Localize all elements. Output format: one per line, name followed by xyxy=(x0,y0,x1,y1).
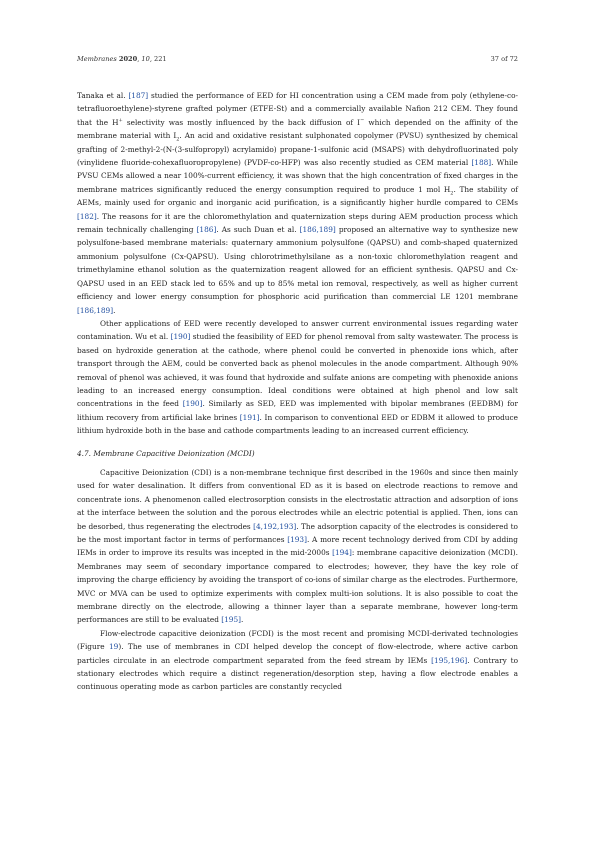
journal-citation: Membranes 2020, 10, 221 xyxy=(77,55,167,63)
section-heading: 4.7. Membrane Capacitive Deionization (MCDI) xyxy=(77,448,255,458)
page-number: 37 of 72 xyxy=(490,55,518,63)
running-header xyxy=(77,55,518,63)
paragraph: Tanaka et al. [187] studied the performance of EED for HI concentration using a CEM made from poly (ethylene-co-tetrafluoroethylene)-styrene grafted polymer (ETFE-St) and a commercially available Nafion 212 CEM. They found that the H+ selectivity was mostly influenced by the back diffusion of I− which depended on the affinity of the membrane material with $I_2$. An acid and oxidative resistant sulphonated copolymer (PVSU) synthesized by chemical grafting of 2-methyl-2-(N-(3-sulfopropyl) acrylamido) propane-1-sulfonic acid (MSAPS) with dehydrofluorinated poly (vinylidene fluoride-cohexafluoropropylene) (PVDF-co-HFP) was also recently studied as CEM material [188]. While PVSU CEMs allowed a near 100%-current efficiency, it was shown that the high concentration of fixed charges in the membrane matrices significantly reduced the energy consumption required to produce 1 mol $H_2$. The stability of AEMs, mainly used for organic and inorganic acid purification, is a significantly higher hurdle compared to CEMs [182]. The reasons for it are the chloromethylation and quaternization steps during AEM production process which remain technically challenging [186]. As such Duan et al. [186,189] proposed an alternative way to synthesize new polysulfone-based membrane materials: quaternary ammonium polysulfone (QAPSU) and comb-shaped quaternized ammonium polysulfone (Cx-QAPSU). Using chlorotrimethylsilane as a non-toxic chloromethylation reagent and trimethylamine ethanol solution as the quaternization reagent allowed for an efficient synthesis. QAPSU and Cx-QAPSU used in an EED stack led to 65% and up to 85% metal ion removal, respectively, as well as higher current efficiency and lower energy consumption for phosphoric acid purification than commercial LE 1201 membrane [186,189]. xyxy=(77,91,518,315)
paragraph: Capacitive Deionization (CDI) is a non-membrane technique first described in the 1960s and since then mainly used for water desalination. It differs from conventional ED as it is based on electrode reactions to remove and concentrate ions. A phenomenon called electrosorption consists in the electrostatic attraction and adsorption of ions at the interface between the solution and the porous electrodes while an electric potential is applied. Then, ions can be desorbed, thus regenerating the electrodes [4,192,193]. The adsorption capacity of the electrodes is considered to be the most important factor in terms of performances [193]. A more recent technology derived from CDI by adding IEMs in order to improve its results was incepted in the mid-2000s [194]: membrane capacitive deionization (MCDI). Membranes may seem of secondary importance compared to electrodes; however, they have the key role of improving the charge efficiency by avoiding the transport of co-ions of similar charge as the electrodes. Furthermore, MVC or MVA can be used to optimize experiments with complex multi-ion solutions. It is also possible to coat the membrane directly on the electrode, allowing a thinner layer than a separate membrane, however long-term performances are still to be evaluated [195]. xyxy=(77,467,518,625)
body-text xyxy=(77,89,518,694)
paragraph: Other applications of EED were recently developed to answer current environmental issues regarding water contamination. Wu et al. [190] studied the feasibility of EED for phenol removal from salty wastewater. The process is based on hydroxide generation at the cathode, where phenol could be converted in phenoxide ions which, after transport through the AEM, could be converted back as phenol molecules in the anode compartment. Although 90% removal of phenol was achieved, it was found that hydroxide and sulfate anions are competing with phenoxide anions leading to an increased energy consumption. Ideal conditions were obtained at high phenol and low salt concentrations in the feed [190]. Similarly as SED, EED was implemented with bipolar membranes (EEDBM) for lithium recovery from artificial lake brines [191]. In comparison to conventional EED or EDBM it allowed to produce lithium hydroxide both in the base and cathode compartments leading to an increased current efficiency. xyxy=(77,318,518,436)
paragraph: Flow-electrode capacitive deionization (FCDI) is the most recent and promising MCDI-derivated technologies (Figure 19). The use of membranes in CDI helped develop the concept of flow-electrode, where active carbon particles circulate in an electrode compartment separated from the feed stream by IEMs [195,196]. Contrary to stationary electrodes which require a distinct regeneration/desorption step, having a flow electrode enables a continuous operating mode as carbon particles are constantly recycled xyxy=(77,628,518,692)
